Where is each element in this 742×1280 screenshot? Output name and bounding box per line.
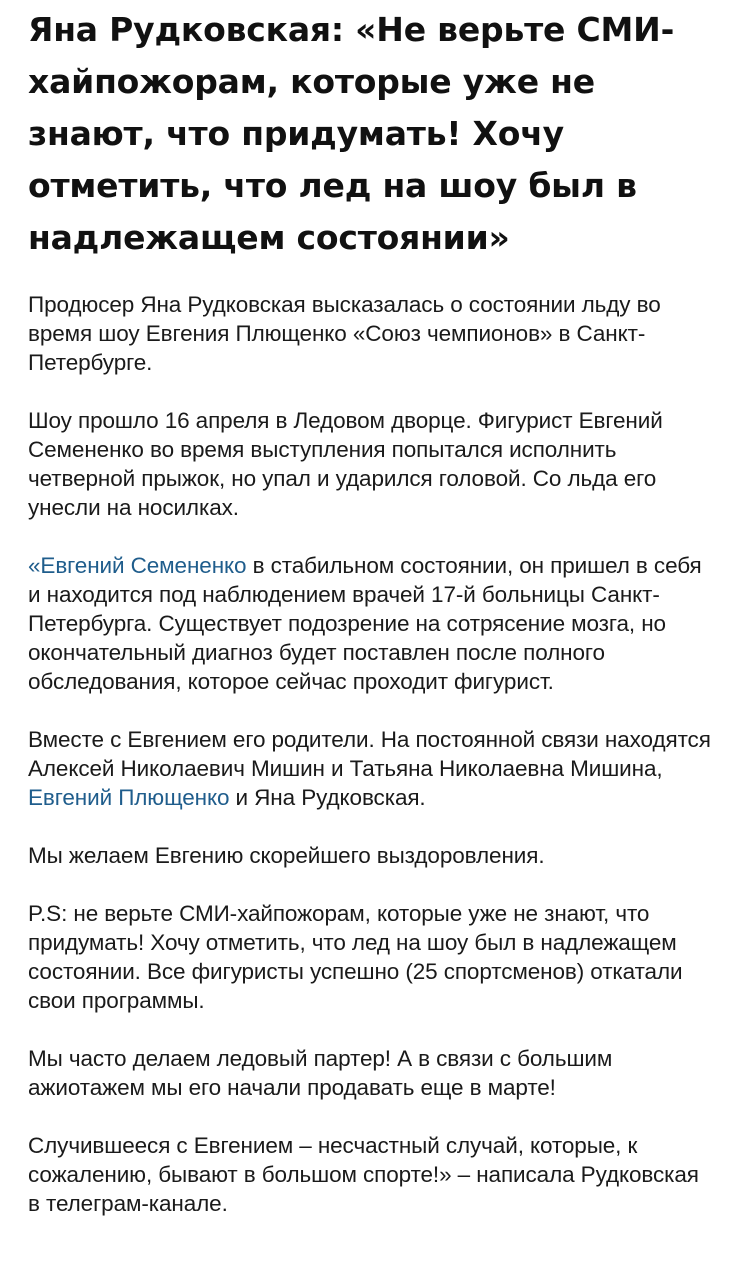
link-evgeny-semenenko[interactable] xyxy=(28,553,246,578)
article-title: Яна Рудковская: «Не верьте СМИ-хайпожорам, которые уже не знают, что придумать! Хочу отметить, что лед на шоу был в надлежащем состоянии» xyxy=(28,10,675,257)
link-evgeny-plushenko[interactable]: Евгений Плющенко xyxy=(28,785,230,810)
paragraph-ice-parterre: Мы часто делаем ледовый партер! А в связи с большим ажиотажем мы его начали продавать еще в марте! xyxy=(28,1046,613,1100)
paragraph-support-text-end: и Яна Рудковская. xyxy=(229,785,426,810)
paragraph-wishes: Мы желаем Евгению скорейшего выздоровления. xyxy=(28,843,545,868)
article-body xyxy=(28,290,714,1218)
opening-quote: « xyxy=(28,553,41,578)
link-evgeny-semenenko-label: Евгений Семененко xyxy=(40,553,247,578)
paragraph-quote-condition-text: в стабильном состоянии, он пришел в себя и находится под наблюдением врачей 17-й больницы Санкт-Петербурга. Существует подозрение на сотрясение мозга, но окончательный диагноз будет поставлен после полного обследования, которое сейчас проходит фигурист. xyxy=(28,553,702,694)
paragraph-closing: Случившееся с Евгением – несчастный случай, которые, к сожалению, бывают в большом спорте!» – написала Рудковская в телеграм-канале. xyxy=(28,1133,699,1216)
paragraph-show-incident: Шоу прошло 16 апреля в Ледовом дворце. Фигурист Евгений Семененко во время выступления попытался исполнить четверной прыжок, но упал и ударился головой. Со льда его унесли на носилках. xyxy=(28,408,663,520)
paragraph-support-text-start: Вместе с Евгением его родители. На постоянной связи находятся Алексей Николаевич Мишин и Татьяна Николаевна Мишина, xyxy=(28,727,711,781)
paragraph-postscript: P.S: не верьте СМИ-хайпожорам, которые уже не знают, что придумать! Хочу отметить, что лед на шоу был в надлежащем состоянии. Все фигуристы успешно (25 спортсменов) откатали свои программы. xyxy=(28,901,683,1013)
paragraph-quote-condition xyxy=(28,551,714,696)
paragraph-intro: Продюсер Яна Рудковская высказалась о состоянии льду во время шоу Евгения Плющенко «Союз чемпионов» в Санкт-Петербурге. xyxy=(28,292,661,375)
paragraph-support xyxy=(28,725,714,812)
